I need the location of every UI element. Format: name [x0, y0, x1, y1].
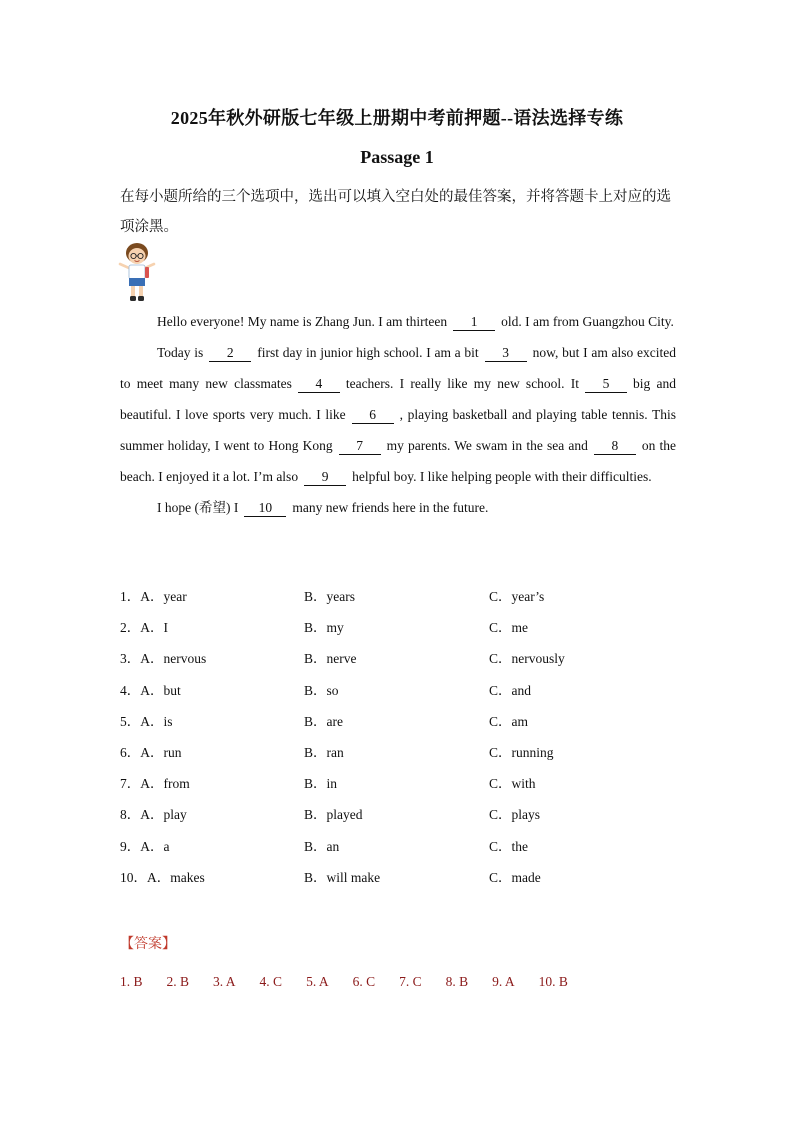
blank-8: 8	[594, 438, 636, 455]
question-row	[120, 647, 720, 678]
passage-text: helpful boy. I like helping people with their difficulties.	[352, 469, 652, 484]
question-row	[120, 803, 720, 834]
option-b: B．in	[304, 776, 338, 792]
question-row	[120, 585, 720, 616]
option-c: C．the	[489, 838, 528, 854]
passage-text: I hope (希望) I	[157, 500, 239, 515]
question-row	[120, 741, 720, 772]
question-number-option-a: 2．A．I	[120, 620, 168, 636]
passage-text: first day in junior high school. I am a bit	[257, 345, 479, 360]
question-number-option-a: 1．A．year	[120, 589, 187, 604]
answer-item: 5. A	[306, 974, 329, 989]
option-c: C．made	[489, 869, 541, 885]
passage-text: on the beach. I enjoyed it a lot. I’m also	[120, 438, 676, 484]
option-c: C．with	[489, 776, 536, 792]
question-number-option-a: 5．A．is	[120, 713, 173, 729]
instructions-text: 在每小题所给的三个选项中，选出可以填入空白处的最佳答案，并将答题卡上对应的选项涂黑。	[120, 189, 671, 235]
passage-text: now, but I am also excited to meet many new classmates	[120, 345, 676, 391]
option-b: B．an	[304, 838, 340, 854]
passage-paragraph	[120, 306, 676, 337]
passage-text: , playing basketball and playing table tennis. This summer holiday, I went to Hong Kong	[120, 407, 676, 453]
passage-text: teachers. I really like my new school. It	[345, 376, 580, 391]
answer-item: 4. C	[259, 974, 283, 989]
option-c: C．year’s	[489, 589, 545, 604]
option-b: B．years	[304, 589, 355, 604]
passage-text: my parents. We swam in the sea and	[386, 438, 588, 453]
answer-item: 10. B	[538, 974, 568, 989]
option-c: C．am	[489, 713, 528, 729]
answer-item: 8. B	[445, 974, 469, 989]
option-b: B．ran	[304, 744, 344, 760]
question-number-option-a: 4．A．but	[120, 682, 181, 698]
question-row	[120, 616, 720, 647]
blank-10: 10	[244, 500, 286, 517]
blank-7: 7	[339, 438, 381, 455]
passage-text: many new friends here in the future.	[292, 500, 489, 515]
option-b: B．played	[304, 807, 363, 823]
passage-text: big and beautiful. I love sports very much. I like	[120, 376, 676, 422]
blank-9: 9	[304, 469, 346, 486]
passage-text: Today is	[157, 345, 204, 360]
option-b: B．will make	[304, 869, 381, 885]
answer-list	[120, 966, 680, 997]
option-b: B．my	[304, 620, 344, 636]
blank-1: 1	[453, 314, 495, 331]
answer-item: 2. B	[166, 974, 190, 989]
question-row	[120, 866, 720, 897]
option-c: C．nervously	[489, 651, 565, 667]
passage-paragraph	[120, 337, 676, 492]
passage-text: Hello everyone! My name is Zhang Jun. I am thirteen	[157, 314, 448, 329]
question-options	[120, 585, 720, 897]
question-row	[120, 835, 720, 866]
option-c: C．me	[489, 620, 528, 636]
question-row	[120, 772, 720, 803]
blank-5: 5	[585, 376, 627, 393]
answer-item: 9. A	[492, 974, 515, 989]
answer-item: 7. C	[399, 974, 422, 989]
reading-passage	[120, 306, 676, 523]
blank-4: 4	[298, 376, 340, 393]
question-number-option-a: 9．A．a	[120, 838, 170, 854]
question-number-option-a: 8．A．play	[120, 807, 187, 823]
passage-subtitle: Passage 1	[360, 147, 434, 167]
answer-heading: 【答案】	[120, 936, 176, 952]
question-number-option-a: 6．A．run	[120, 744, 182, 760]
question-number-option-a: 3．A．nervous	[120, 651, 207, 667]
option-b: B．so	[304, 682, 339, 698]
page-title: 2025年秋外研版七年级上册期中考前押题--语法选择专练	[170, 108, 624, 128]
answer-item: 6. C	[352, 974, 376, 989]
answer-item: 1. B	[120, 974, 143, 989]
blank-3: 3	[485, 345, 527, 362]
question-number-option-a: 7．A．from	[120, 776, 190, 792]
blank-6: 6	[352, 407, 394, 424]
option-c: C．running	[489, 744, 554, 760]
option-c: C．plays	[489, 807, 541, 823]
question-row	[120, 710, 720, 741]
option-c: C．and	[489, 682, 531, 698]
option-b: B．are	[304, 713, 343, 729]
question-number-option-a: 10．A．makes	[120, 869, 205, 885]
passage-text: old. I am from Guangzhou City.	[501, 314, 674, 329]
cartoon-boy-icon	[116, 240, 158, 304]
option-b: B．nerve	[304, 651, 357, 667]
passage-paragraph	[120, 492, 676, 523]
answer-item: 3. A	[213, 974, 236, 989]
blank-2: 2	[209, 345, 251, 362]
question-row	[120, 679, 720, 710]
